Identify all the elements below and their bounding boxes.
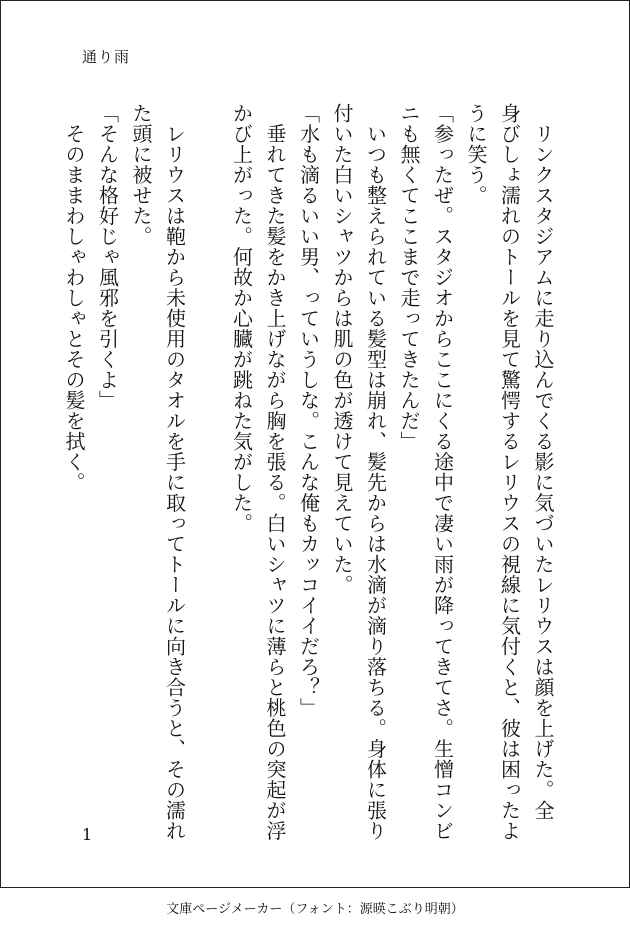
footer-credit: 文庫ページメーカー（フォント：源暎こぶり明朝） xyxy=(166,902,464,917)
text-line: うに笑う。 xyxy=(464,103,488,206)
text-line: 付いた白いシャツからは肌の色が透けて見えていた。 xyxy=(330,103,354,595)
text-line: ニも無くてここまで走ってきたんだ」 xyxy=(397,103,421,452)
text-line: た頭に被せた。 xyxy=(129,103,153,247)
page-number: 1 xyxy=(82,825,93,844)
text-line: リンクスタジアムに走り込んでくる影に気づいたレリウスは顔を上げた。全 xyxy=(531,103,555,821)
text-line: レリウスは鞄から未使用のタオルを手に取ってトールに向き合うと、その濡れ xyxy=(162,103,187,841)
text-line: 垂れてきた髪をかき上げながら胸を張る。白いシャツに薄らと桃色の突起が浮 xyxy=(263,103,287,841)
running-title: 通り雨 xyxy=(82,48,131,66)
text-line: かび上がった。何故か心臓が跳ねた気がした。 xyxy=(229,103,254,534)
vertical-body-text xyxy=(57,103,560,841)
text-line: 「参ったぜ。スタジオからここにくる途中で凄い雨が降ってきてさ。生憎コンビ xyxy=(430,103,455,841)
text-line: 身びしょ濡れのトールを見て驚愕するレリウスの視線に気付くと、彼は困ったよ xyxy=(497,103,522,841)
blank-line xyxy=(191,103,225,823)
text-line: 「水も滴るいい男、っていうしな。こんな俺もカッコイイだろ？」 xyxy=(296,103,321,718)
text-line: 「そんな格好じゃ風邪を引くよ」 xyxy=(95,103,120,411)
text-line: いつも整えられている髪型は崩れ、髪先からは水滴が滴り落ちる。身体に張り xyxy=(363,103,388,841)
text-line: そのままわしゃわしゃとその髪を拭く。 xyxy=(62,103,86,493)
